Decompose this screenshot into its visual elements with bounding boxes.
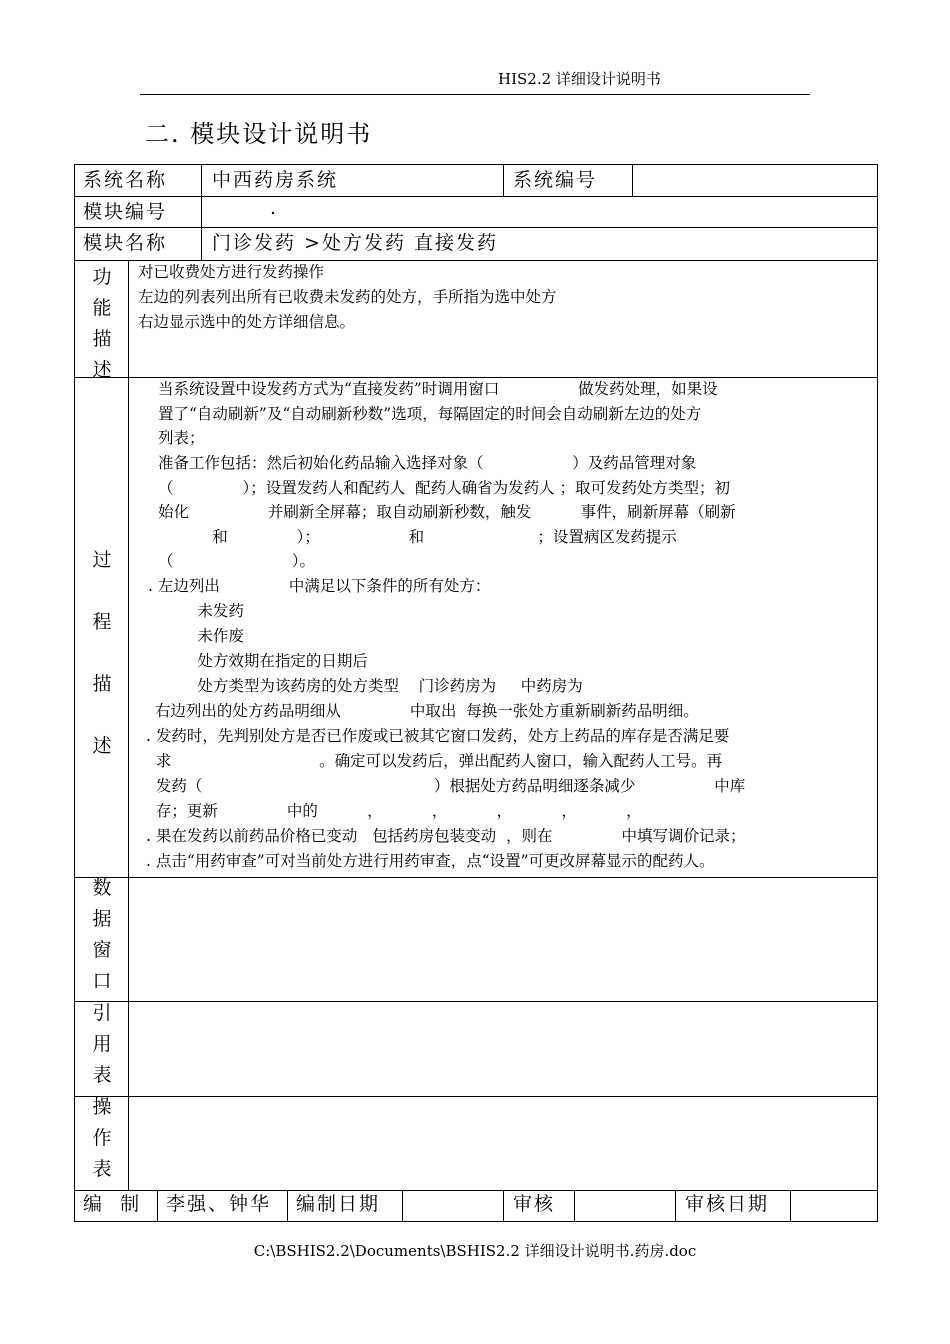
col-divider xyxy=(402,1190,403,1222)
label-char: 表 xyxy=(92,1158,112,1180)
label-char: 据 xyxy=(92,908,112,930)
label-char: 用 xyxy=(92,1033,112,1055)
label-char: 程 xyxy=(92,611,112,633)
referenced-tables-label xyxy=(80,998,124,1091)
review-label: 审核 xyxy=(513,1193,556,1215)
col-divider xyxy=(287,1190,288,1222)
label-char: 数 xyxy=(92,877,112,899)
process-line: 始化 并刷新全屏幕；取自动刷新秒数，触发 事件，刷新屏幕（刷新 xyxy=(158,503,736,521)
function-line: 左边的列表列出所有已收费未发药的处方，手所指为选中处方 xyxy=(138,288,557,306)
label-char: 功 xyxy=(92,266,112,288)
table-bottom-border xyxy=(74,1221,878,1222)
process-line: 列表； xyxy=(158,429,205,447)
process-line: . 点击“用药审查”可对当前处方进行用药审查，点“设置”可更改屏幕显示的配药人。 xyxy=(146,852,715,870)
system-code-label: 系统编号 xyxy=(513,169,598,191)
table-top-border xyxy=(74,164,878,165)
process-line: （ ）。 xyxy=(158,552,315,570)
col-divider xyxy=(503,1190,504,1222)
date-label: 编制日期 xyxy=(296,1193,381,1215)
review-date-label: 审核日期 xyxy=(685,1193,770,1215)
data-window-label xyxy=(80,873,124,997)
process-line: 发药（ ）根据处方药品明细逐条减少 中库 xyxy=(146,777,746,795)
col-divider xyxy=(574,1190,575,1222)
label-char: 作 xyxy=(92,1127,112,1149)
document-footer-path: C:\BSHIS2.2\Documents\BSHIS2.2 详细设计说明书.药房.doc xyxy=(253,1242,697,1260)
row-divider xyxy=(74,877,878,878)
label-char: 描 xyxy=(92,673,112,695)
col-divider xyxy=(503,164,504,196)
process-line: 处方效期在指定的日期后 xyxy=(158,652,368,670)
operation-tables-label xyxy=(80,1092,124,1185)
col-divider xyxy=(201,164,202,260)
label-char: 窗 xyxy=(92,939,112,961)
document-header: HIS2.2 详细设计说明书 xyxy=(498,70,661,88)
module-name-label: 模块名称 xyxy=(83,232,168,254)
author-label: 编 制 xyxy=(83,1193,142,1215)
row-divider xyxy=(74,1096,878,1097)
function-line: 对已收费处方进行发药操作 xyxy=(138,263,325,281)
table-right-border xyxy=(877,164,878,1222)
function-label xyxy=(80,262,124,386)
system-name-value: 中西药房系统 xyxy=(212,169,339,191)
process-line: . 发药时，先判别处方是否已作废或已被其它窗口发药，处方上药品的库存是否满足要 xyxy=(146,727,730,745)
label-char: 能 xyxy=(92,297,112,319)
module-code-value: . xyxy=(270,197,279,219)
label-char: 过 xyxy=(92,549,112,571)
process-line: 未作废 xyxy=(158,627,244,645)
row-divider xyxy=(74,1001,878,1002)
process-line: 未发药 xyxy=(158,602,244,620)
label-char: 操 xyxy=(92,1096,112,1118)
module-code-label: 模块编号 xyxy=(83,201,168,223)
col-divider xyxy=(128,260,129,1190)
process-line: . 左边列出 中满足以下条件的所有处方： xyxy=(148,577,491,595)
process-label xyxy=(80,545,124,793)
process-line: 当系统设置中设发药方式为“直接发药”时调用窗口 做发药处理，如果设 xyxy=(158,380,718,398)
label-char: 表 xyxy=(92,1064,112,1086)
process-line: 准备工作包括：然后初始化药品输入选择对象（ ）及药品管理对象 xyxy=(158,454,697,472)
process-line: 求 。确定可以发药后，弹出配药人窗口，输入配药人工号。再 xyxy=(146,752,723,770)
label-char: 引 xyxy=(92,1002,112,1024)
header-rule xyxy=(140,94,810,95)
process-line: 右边列出的处方药品明细从 中取出 每换一张处方重新刷新药品明细。 xyxy=(150,702,699,720)
process-line: 置了“自动刷新”及“自动刷新秒数”选项，每隔固定的时间会自动刷新左边的处方 xyxy=(158,405,702,423)
col-divider xyxy=(675,1190,676,1222)
label-char: 口 xyxy=(92,970,112,992)
process-line: . 果在发药以前药品价格已变动 包括药房包装变动 ，则在 中填写调价记录； xyxy=(146,827,746,845)
module-name-value: 门诊发药 >处方发药 直接发药 xyxy=(212,232,498,254)
label-char: 述 xyxy=(92,359,112,381)
row-divider xyxy=(74,196,878,197)
function-line: 右边显示选中的处方详细信息。 xyxy=(138,313,356,331)
col-divider xyxy=(632,164,633,196)
process-line: 处方类型为该药房的处方类型 门诊药房为 中药房为 xyxy=(158,677,583,695)
section-title: 二. 模块设计说明书 xyxy=(145,120,373,148)
col-divider xyxy=(157,1190,158,1222)
process-line: 和 ）； 和 ；设置病区发药提示 xyxy=(158,528,677,546)
col-divider xyxy=(790,1190,791,1222)
process-line: 存；更新 中的 ， ， ， ， ， xyxy=(146,802,642,820)
author-value: 李强、钟华 xyxy=(166,1193,272,1215)
label-char: 述 xyxy=(92,735,112,757)
process-line: （ ）；设置发药人和配药人 配药人确省为发药人 ；取可发药处方类型；初 xyxy=(158,479,731,497)
system-name-label: 系统名称 xyxy=(83,169,168,191)
label-char: 描 xyxy=(92,328,112,350)
table-left-border xyxy=(74,164,75,1222)
